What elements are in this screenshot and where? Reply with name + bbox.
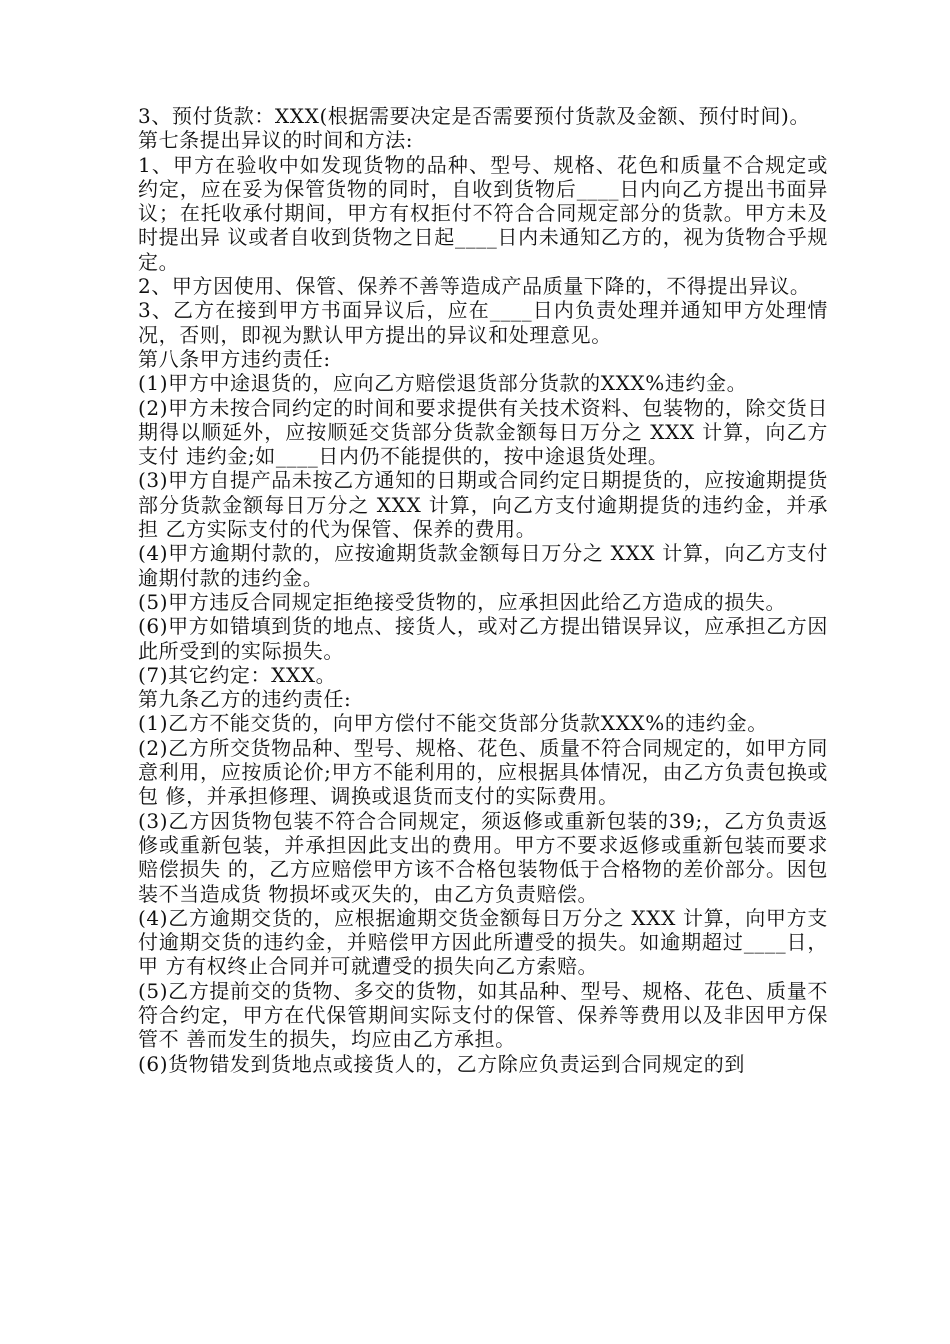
- paragraph-8-2: (2)甲方未按合同约定的时间和要求提供有关技术资料、包装物的，除交货日期得以顺延外，应按顺延交货部分货款金额每日万分之 XXX 计算，向乙方支付 违约金;如____日内仍不能提供的，按中途退货处理。: [138, 395, 828, 469]
- paragraph-8-5: (5)甲方违反合同规定拒绝接受货物的，应承担因此给乙方造成的损失。: [138, 589, 787, 614]
- paragraph-9-1: (1)乙方不能交货的，向甲方偿付不能交货部分货款XXX%的违约金。: [138, 711, 768, 736]
- paragraph-8-7: (7)其它约定：XXX。: [138, 662, 337, 687]
- heading-article-7: 第七条提出异议的时间和方法:: [138, 128, 414, 153]
- paragraph-7-2: 2、甲方因使用、保管、保养不善等造成产品质量下降的，不得提出异议。: [138, 274, 811, 299]
- heading-article-8: 第八条甲方违约责任:: [138, 346, 331, 371]
- paragraph-8-3: (3)甲方自提产品未按乙方通知的日期或合同约定日期提货的，应按逾期提货部分货款金额每日万分之 XXX 计算，向乙方支付逾期提货的违约金，并承担 乙方实际支付的代为保管、保养的费用。: [138, 468, 828, 542]
- paragraph-8-6: (6)甲方如错填到货的地点、接货人，或对乙方提出错误异议，应承担乙方因此所受到的实际损失。: [138, 614, 828, 663]
- paragraph-9-6: (6)货物错发到货地点或接货人的，乙方除应负责运到合同规定的到: [138, 1051, 745, 1076]
- paragraph-9-3: (3)乙方因货物包装不符合合同规定，须返修或重新包装的39;，乙方负责返修或重新包装，并承担因此支出的费用。甲方不要求返修或重新包装而要求赔偿损失 的，乙方应赔偿甲方该不合格包装物低于合格物的差价部分。因包装不当造成货 物损坏或灭失的，由乙方负责赔偿。: [138, 808, 828, 906]
- paragraph-9-2: (2)乙方所交货物品种、型号、规格、花色、质量不符合同规定的，如甲方同意利用，应按质论价;甲方不能利用的，应根据具体情况，由乙方负责包换或包 修，并承担修理、调换或退货而支付的实际费用。: [138, 735, 828, 809]
- paragraph-8-1: (1)甲方中途退货的，应向乙方赔偿退货部分货款的XXX%违约金。: [138, 371, 748, 396]
- paragraph-7-3: 3、乙方在接到甲方书面异议后，应在____日内负责处理并通知甲方处理情况，否则，即视为默认甲方提出的异议和处理意见。: [138, 298, 828, 347]
- paragraph-8-4: (4)甲方逾期付款的，应按逾期货款金额每日万分之 XXX 计算，向乙方支付逾期付款的违约金。: [138, 541, 828, 590]
- paragraph-9-4: (4)乙方逾期交货的，应根据逾期交货金额每日万分之 XXX 计算，向甲方支付逾期交货的违约金，并赔偿甲方因此所遭受的损失。如逾期超过____日，甲 方有权终止合同并可就遭受的损失向乙方索赔。: [138, 905, 828, 979]
- heading-article-9: 第九条乙方的违约责任:: [138, 687, 352, 712]
- document-body: [138, 104, 828, 1076]
- paragraph-prepayment: 3、预付货款：XXX(根据需要决定是否需要预付货款及金额、预付时间)。: [138, 104, 811, 128]
- paragraph-9-5: (5)乙方提前交的货物、多交的货物，如其品种、型号、规格、花色、质量不符合约定，甲方在代保管期间实际支付的保管、保养等费用以及非因甲方保管不 善而发生的损失，均应由乙方承担。: [138, 978, 828, 1052]
- paragraph-7-1: 1、甲方在验收中如发现货物的品种、型号、规格、花色和质量不合规定或约定，应在妥为保管货物的同时，自收到货物后____日内向乙方提出书面异议；在托收承付期间，甲方有权拒付不符合合同规定部分的货款。甲方未及时提出异 议或者自收到货物之日起____日内未通知乙方的，视为货物合乎规定。: [138, 152, 828, 274]
